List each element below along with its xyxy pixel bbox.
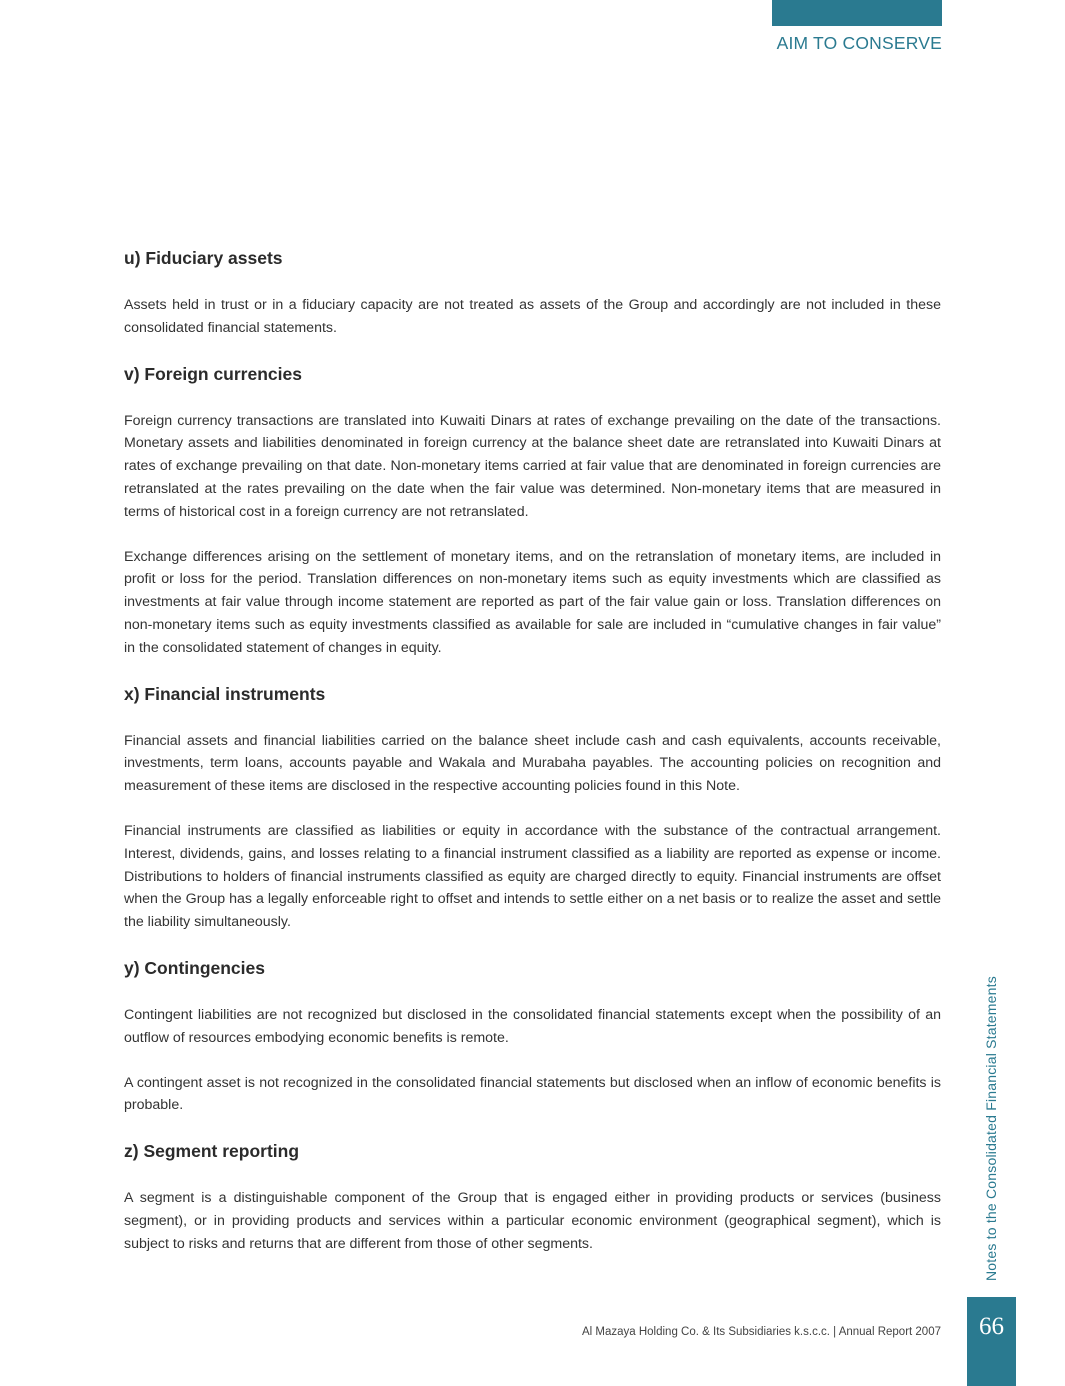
paragraph: A segment is a distinguishable component of the Group that is engaged either in providing products or services (business segment), or in providing products and services within a particular economic environment (geographical segment), which is subject to risks and returns that are different from those of other segments. [124,1190,941,1252]
header-accent-band [772,0,942,26]
header-tagline: AIM TO CONSERVE [776,33,942,53]
section-heading: v) Foreign currencies [124,363,302,384]
section-heading: y) Contingencies [124,957,265,978]
document-body [124,246,941,1278]
section-heading: z) Segment reporting [124,1141,300,1162]
paragraph: Exchange differences arising on the settlement of monetary items, and on the retranslation of monetary items, are included in profit or loss for the period. Translation differences on non-monetary items such as equity investments which are classified as investments at fair value through income statement are reported as part of the fair value gain or loss. Translation differences on non-monetary items such as equity investments classified as available for sale are included in “cumulative changes in fair value” in the consolidated statement of changes in equity. [124,548,941,656]
paragraph: Financial assets and financial liabilities carried on the balance sheet include cash and cash equivalents, accounts receivable, investments, term loans, accounts payable and Wakala and Murabaha payables. The accounting policies on recognition and measurement of these items are disclosed in the respective accounting policies found in this Note. [124,732,941,795]
section-contingencies [124,956,941,1117]
footer-text: Al Mazaya Holding Co. & Its Subsidiaries k.s.c.c. | Annual Report 2007 [581,1326,941,1338]
paragraph: Contingent liabilities are not recognized but disclosed in the consolidated financial statements except when the possibility of an outflow of resources embodying economic benefits is remote. [124,1006,941,1046]
page-number: 66 [979,1313,1004,1340]
section-financial-instruments [124,682,941,934]
paragraph: Foreign currency transactions are translated into Kuwaiti Dinars at rates of exchange prevailing on the date of the transactions. Monetary assets and liabilities denominated in foreign currency at the balance sheet date are retranslated into Kuwaiti Dinars at rates of exchange prevailing on that date. Non-monetary items carried at fair value that are denominated in foreign currencies are retranslated at the rates prevailing on the date when the fair value was determined. Non-monetary items that are measured in terms of historical cost in a foreign currency are not retranslated. [124,412,941,520]
section-foreign-currencies [124,362,941,660]
section-fiduciary-assets [124,246,941,340]
section-heading: x) Financial instruments [124,683,326,704]
section-segment-reporting [124,1139,941,1255]
vertical-section-label: Notes to the Consolidated Financial Statements [983,976,999,1281]
paragraph: A contingent asset is not recognized in the consolidated financial statements but disclosed when an inflow of economic benefits is probable. [124,1074,941,1114]
page-number-box [967,1297,1016,1386]
paragraph: Assets held in trust or in a fiduciary capacity are not treated as assets of the Group and accordingly are not included in these consolidated financial statements. [124,297,941,336]
paragraph: Financial instruments are classified as liabilities or equity in accordance with the substance of the contractual arrangement. Interest, dividends, gains, and losses relating to a financial instrument classified as a liability are reported as expense or income. Distributions to holders of financial instruments classified as equity are charged directly to equity. Financial instruments are offset when the Group has a legally enforceable right to offset and intends to settle either on a net basis or to realize the asset and settle the liability simultaneously. [124,822,941,931]
section-heading: u) Fiduciary assets [124,248,283,268]
